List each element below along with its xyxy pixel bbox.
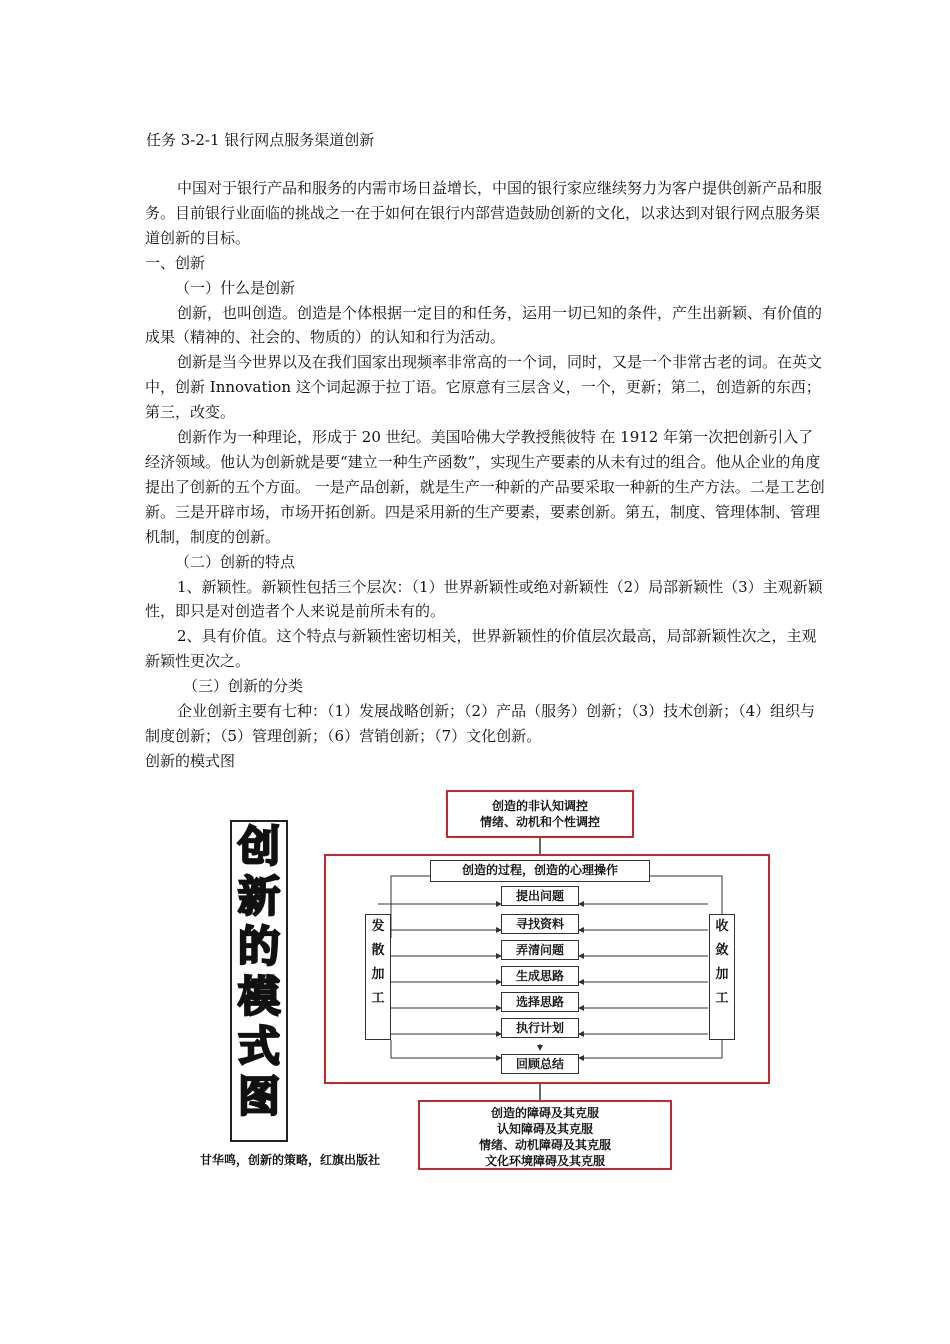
divergent-processing-box [365, 914, 391, 1040]
process-title-box: 创造的过程，创造的心理操作 [430, 860, 650, 882]
side-char: 发 [371, 919, 385, 934]
bottom-box-line: 情绪、动机障碍及其克服 [478, 1138, 611, 1152]
vertical-title-char: 的 [237, 922, 280, 971]
paragraph-value: 2、具有价值。这个特点与新颖性密切相关，世界新颖性的价值层次最高，局部新颖性次之，主观新颖性更次之。 [145, 627, 817, 671]
paragraph-etymology: 创新是当今世界以及在我们国家出现频率非常高的一个词，同时，又是一个非常古老的词。在英文中，创新 Innovation 这个词起源于拉丁语。它原意有三层含义，一个，更新；第二，创造新的东西；第三，改变。 [145, 353, 823, 422]
step-box: 生成思路 [501, 966, 579, 986]
document-title: 任务 3-2-1 银行网点服务渠道创新 [146, 131, 375, 149]
document-body [145, 176, 825, 774]
bottom-box-line: 创造的障碍及其克服 [490, 1106, 599, 1120]
bottom-box-line: 文化环境障碍及其克服 [484, 1154, 605, 1168]
creative-obstacles-box [418, 1100, 672, 1170]
top-box-line: 情绪、动机和个性调控 [479, 815, 600, 829]
side-char: 加 [371, 967, 385, 982]
side-char: 工 [371, 991, 385, 1006]
step-box: 回顾总结 [501, 1054, 579, 1074]
side-char: 收 [715, 919, 729, 934]
paragraph-theory: 创新作为一种理论，形成于 20 世纪。美国哈佛大学教授熊彼特 在 1912 年第一次把创新引入了经济领域。他认为创新就是要“建立一种生产函数”，实现生产要素的从未有过的组合。他从企业的角度提出了创新的五个方面。 一是产品创新，就是生产一种新的产品要采取一种新的生产方法。二是工艺创新。三是开辟市场，市场开拓创新。四是采用新的生产要素，要素创新。第五，制度、管理体制、管理机制，制度的创新。 [145, 428, 825, 546]
heading-classification: （三）创新的分类 [183, 677, 304, 696]
vertical-title-char: 图 [237, 1072, 280, 1121]
intro-paragraph: 中国对于银行产品和服务的内需市场日益增长，中国的银行家应继续努力为客户提供创新产品和服务。目前银行业面临的挑战之一在于如何在银行内部营造鼓励创新的文化，以求达到对银行网点服务渠道创新的目标。 [145, 179, 823, 247]
step-box: 选择思路 [501, 992, 579, 1012]
paragraph-definition: 创新，也叫创造。创造是个体根据一定目的和任务，运用一切已知的条件，产生出新颖、有价值的成果（精神的、社会的、物质的）的认知和行为活动。 [145, 303, 823, 347]
vertical-title-char: 新 [237, 872, 280, 921]
step-box: 提出问题 [501, 886, 579, 906]
heading-what-is-innovation: （一）什么是创新 [175, 278, 296, 297]
heading-innovation: 一、创新 [145, 253, 206, 272]
step-box: 执行计划 [501, 1018, 579, 1038]
side-char: 散 [371, 943, 385, 958]
step-box: 弄清问题 [501, 940, 579, 960]
paragraph-seven-types: 企业创新主要有七种：（1）发展战略创新；（2）产品（服务）创新；（3）技术创新；（4）组织与制度创新；（5）管理创新；（6）营销创新；（7）文化创新。 [145, 702, 816, 745]
diagram-caption: 创新的模式图 [145, 751, 236, 770]
side-char: 敛 [715, 943, 729, 958]
step-box: 寻找资料 [501, 914, 579, 934]
top-box-line: 创造的非认知调控 [491, 799, 588, 813]
non-cognitive-regulation-box [446, 790, 634, 838]
convergent-processing-box [709, 914, 735, 1040]
vertical-title-char: 模 [237, 972, 280, 1021]
heading-characteristics: （二）创新的特点 [175, 552, 296, 571]
side-char: 加 [715, 967, 729, 982]
diagram-vertical-title [230, 820, 288, 1142]
diagram-source-credit: 甘华鸣，创新的策略，红旗出版社 [200, 1153, 381, 1167]
paragraph-novelty: 1、新颖性。新颖性包括三个层次：（1）世界新颖性或绝对新颖性（2）局部新颖性（3）主观新颖性，即只是对创造者个人来说是前所未有的。 [145, 577, 823, 621]
side-char: 工 [715, 991, 729, 1006]
innovation-model-diagram [190, 788, 790, 1178]
vertical-title-char: 式 [237, 1022, 280, 1071]
bottom-box-line: 认知障碍及其克服 [496, 1122, 593, 1136]
vertical-title-char: 创 [237, 822, 280, 871]
